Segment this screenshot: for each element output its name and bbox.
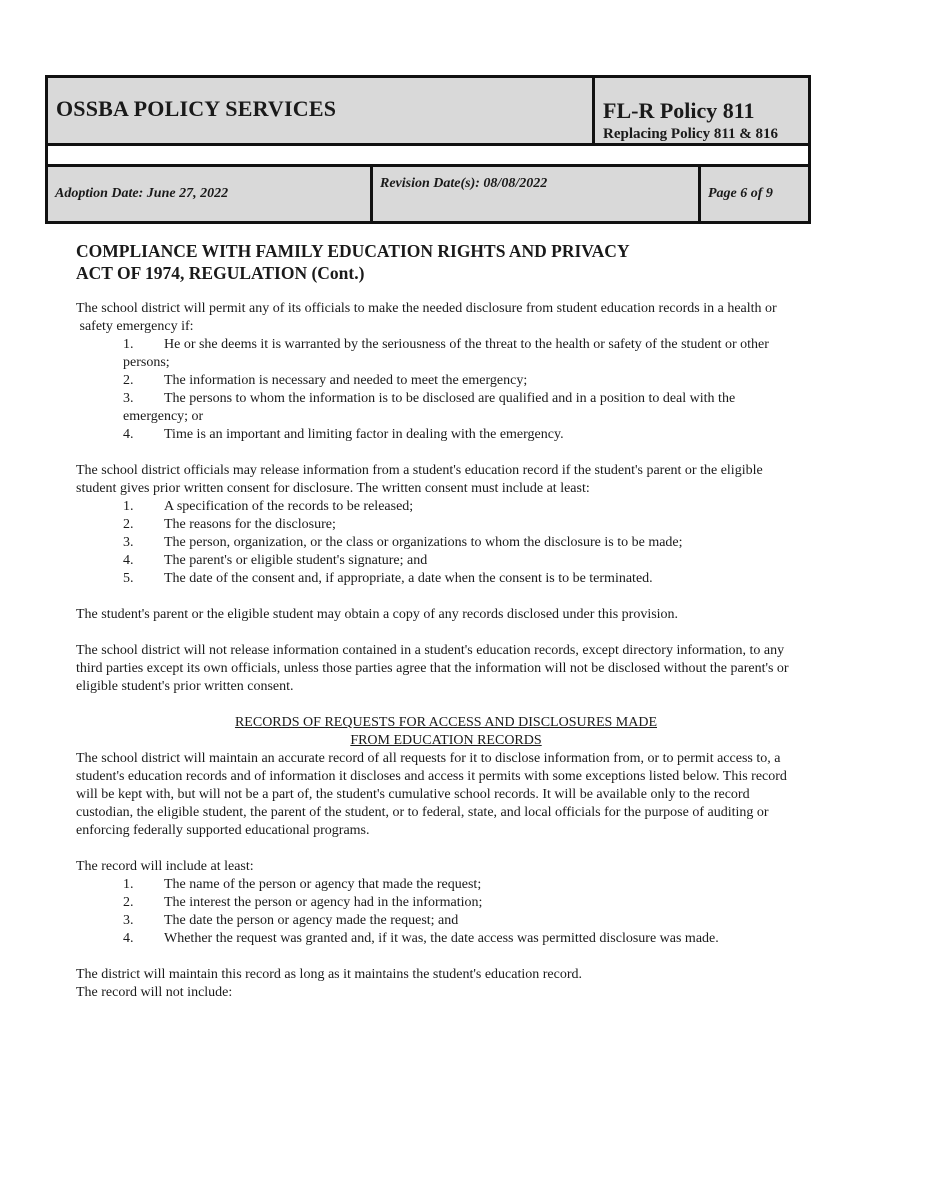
list-item-continuation: emergency; or [123, 409, 204, 424]
org-name: OSSBA POLICY SERVICES [56, 96, 337, 121]
list-item-number: 3. [123, 391, 134, 406]
title-line-2: ACT OF 1974, REGULATION (Cont.) [76, 263, 365, 283]
list-item-number: 3. [123, 913, 134, 928]
header-dates-row [48, 167, 808, 221]
paragraph-emergency [76, 300, 856, 336]
list-item-number: 4. [123, 427, 134, 442]
org-cell [48, 78, 595, 143]
paragraph-line: eligible student's prior written consent. [76, 679, 294, 694]
consent-requirements-list [76, 498, 856, 588]
list-item [76, 426, 856, 444]
list-item [76, 336, 856, 372]
policy-cell [595, 78, 808, 143]
section-heading [56, 714, 836, 750]
page-cell [701, 167, 808, 221]
paragraph-line: enforcing federally supported educational programs. [76, 823, 370, 838]
list-item-text: The persons to whom the information is to be disclosed are qualified and in a position to deal with the [164, 391, 736, 406]
revision-date: Revision Date(s): 08/08/2022 [380, 176, 548, 191]
list-item [76, 876, 856, 894]
list-item-number: 3. [123, 535, 134, 550]
list-item-text: The reasons for the disclosure; [164, 517, 336, 532]
list-item-text: The date of the consent and, if appropriate, a date when the consent is to be terminated. [164, 571, 653, 586]
revision-cell [373, 167, 701, 221]
list-item [76, 534, 856, 552]
header-top-row [48, 78, 808, 146]
list-item [76, 930, 856, 948]
list-item [76, 390, 856, 426]
record-contents-list [76, 876, 856, 948]
paragraph-line: The school district will permit any of its officials to make the needed disclosure from student education records in a health or [76, 301, 777, 316]
paragraph-line: student's education records and of information it discloses and access it permits with some exceptions listed below. This record [76, 769, 787, 784]
emergency-conditions-list [76, 336, 856, 444]
paragraph-line: The school district officials may release information from a student's education record if the student's parent or the eligible [76, 463, 763, 478]
list-item [76, 372, 856, 390]
list-item-text: A specification of the records to be released; [164, 499, 414, 514]
list-item [76, 570, 856, 588]
paragraph-line: will be kept with, but will not be a part of, the student's cumulative school records. It will be available only to the record [76, 787, 750, 802]
list-item-number: 4. [123, 931, 134, 946]
paragraph-line: custodian, the eligible student, the parent of the student, or to federal, state, and local officials for the purpose of auditing or [76, 805, 769, 820]
list-item-number: 2. [123, 373, 134, 388]
list-item-text: The date the person or agency made the request; and [164, 913, 459, 928]
adoption-date: Adoption Date: June 27, 2022 [55, 186, 229, 201]
paragraph-line: The district will maintain this record as long as it maintains the student's education record. [76, 967, 583, 982]
list-item-text: Whether the request was granted and, if it was, the date access was permitted disclosure was made. [164, 931, 719, 946]
paragraph-line: The school district will maintain an accurate record of all requests for it to disclose information from, or to permit access to, a [76, 751, 781, 766]
paragraph-line: safety emergency if: [76, 319, 194, 334]
paragraph-line: third parties except its own officials, unless those parties agree that the information will not be disclosed without the parent's or [76, 661, 789, 676]
policy-header [45, 75, 811, 224]
list-item-number: 1. [123, 877, 134, 892]
list-item-number: 4. [123, 553, 134, 568]
list-item [76, 552, 856, 570]
section-heading-line-2: FROM EDUCATION RECORDS [350, 733, 542, 748]
paragraph-line: The record will not include: [76, 985, 233, 1000]
list-item-text: The information is necessary and needed to meet the emergency; [164, 373, 528, 388]
paragraph-record-includes: The record will include at least: [76, 859, 254, 874]
list-item-text: He or she deems it is warranted by the seriousness of the threat to the health or safety of the student or other [164, 337, 769, 352]
paragraph-line: The school district will not release information contained in a student's education records, except directory information, to any [76, 643, 785, 658]
list-item-continuation: persons; [123, 355, 170, 370]
paragraph-line: student gives prior written consent for disclosure. The written consent must include at least: [76, 481, 590, 496]
header-spacer-row [48, 146, 808, 167]
title-line-1: COMPLIANCE WITH FAMILY EDUCATION RIGHTS AND PRIVACY [76, 241, 630, 261]
list-item-text: The name of the person or agency that made the request; [164, 877, 482, 892]
policy-number: FL-R Policy 811 [603, 98, 755, 123]
paragraph-retention [76, 966, 856, 1002]
list-item-number: 5. [123, 571, 134, 586]
list-item-number: 2. [123, 895, 134, 910]
paragraph-third-parties [76, 642, 856, 696]
document-body [76, 240, 856, 1002]
paragraph-consent [76, 462, 856, 498]
adoption-cell [48, 167, 373, 221]
list-item [76, 498, 856, 516]
page-number: Page 6 of 9 [708, 186, 773, 201]
list-item-number: 1. [123, 337, 134, 352]
paragraph-record-keeping [76, 750, 856, 840]
list-item-text: The interest the person or agency had in the information; [164, 895, 483, 910]
replacing-policy: Replacing Policy 811 & 816 [603, 126, 778, 142]
list-item-text: The person, organization, or the class or organizations to whom the disclosure is to be made; [164, 535, 683, 550]
list-item [76, 894, 856, 912]
list-item [76, 516, 856, 534]
section-heading-line-1: RECORDS OF REQUESTS FOR ACCESS AND DISCLOSURES MADE [234, 715, 658, 730]
paragraph-copy: The student's parent or the eligible student may obtain a copy of any records disclosed under this provision. [76, 607, 679, 622]
list-item-number: 1. [123, 499, 134, 514]
document-title [76, 240, 856, 284]
list-item-text: The parent's or eligible student's signature; and [164, 553, 428, 568]
list-item-number: 2. [123, 517, 134, 532]
list-item-text: Time is an important and limiting factor in dealing with the emergency. [164, 427, 564, 442]
list-item [76, 912, 856, 930]
